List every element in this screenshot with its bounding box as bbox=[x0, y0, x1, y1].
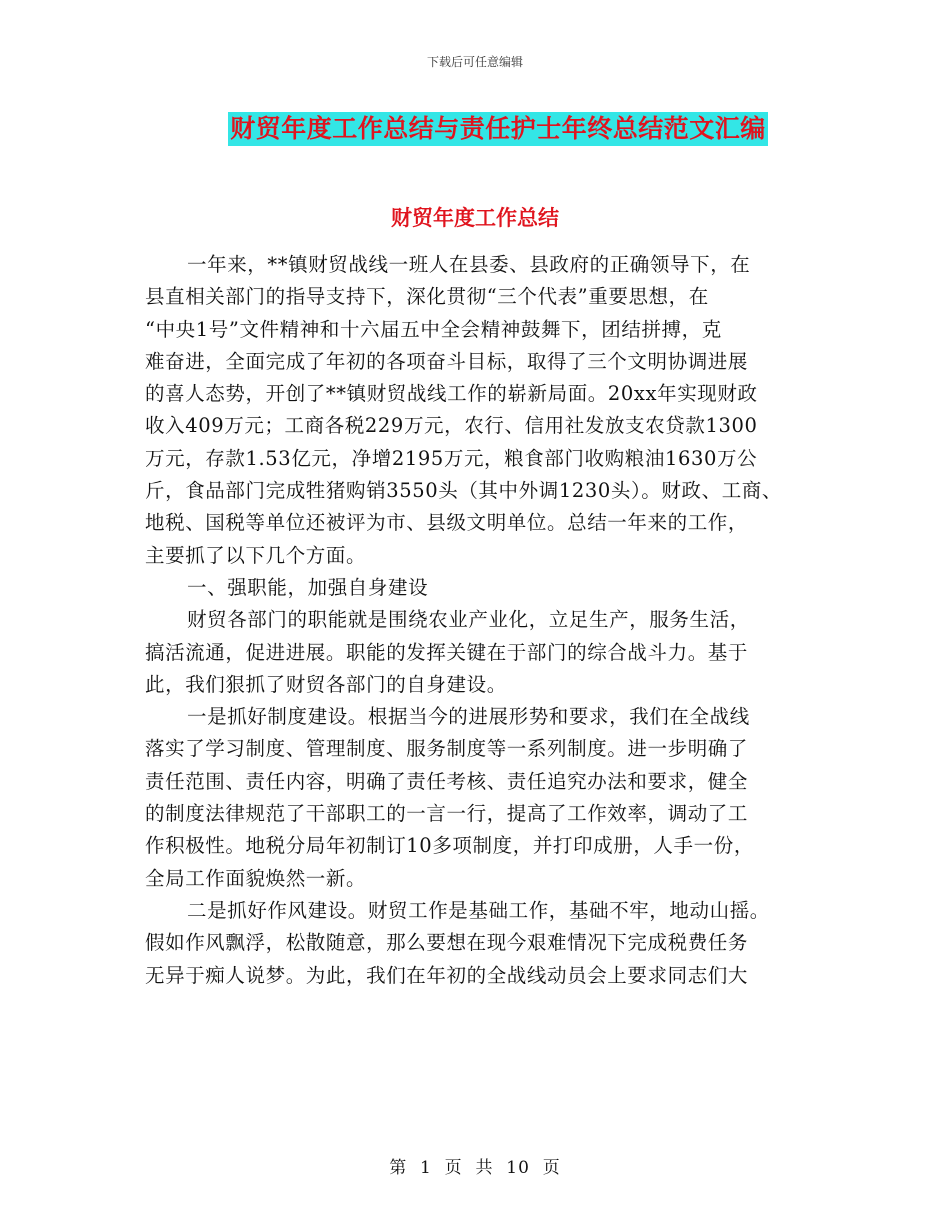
text-line: 无异于痴人说梦。为此，我们在年初的全战线动员会上要求同志们大 bbox=[145, 963, 749, 987]
text-line: 落实了学习制度、管理制度、服务制度等一系列制度。进一步明确了 bbox=[145, 737, 749, 761]
text-line: 难奋进，全面完成了年初的各项奋斗目标，取得了三个文明协调进展 bbox=[145, 349, 749, 373]
text-line: 万元，存款1.53亿元，净增2195万元，粮食部门收购粮油1630万公 bbox=[145, 446, 758, 470]
text-line: 全局工作面貌焕然一新。 bbox=[145, 866, 367, 890]
text-line: 搞活流通，促进进展。职能的发挥关键在于部门的综合战斗力。基于 bbox=[145, 640, 749, 664]
text-line: 作积极性。地税分局年初制订10多项制度，并打印成册，人手一份， bbox=[145, 834, 754, 858]
text-line: 一、强职能，加强自身建设 bbox=[187, 575, 429, 599]
text-line: 主要抓了以下几个方面。 bbox=[145, 543, 367, 567]
header-note: 下载后可任意编辑 bbox=[426, 55, 523, 69]
text-line: 县直相关部门的指导支持下，深化贯彻“三个代表”重要思想，在 bbox=[145, 285, 709, 309]
text-line: 财贸各部门的职能就是围绕农业产业化，立足生产，服务生活， bbox=[187, 608, 750, 632]
text-line: 地税、国税等单位还被评为市、县级文明单位。总结一年来的工作， bbox=[145, 511, 749, 535]
text-line: 假如作风飘浮，松散随意，那么要想在现今艰难情况下完成税费任务 bbox=[145, 931, 749, 955]
document-title-container bbox=[0, 112, 950, 146]
page-number-footer: 第 1 页 共 10 页 bbox=[389, 1158, 561, 1178]
text-line: 收入409万元；工商各税229万元，农行、信用社发放支农贷款1300 bbox=[145, 414, 758, 438]
text-line: 的制度法律规范了干部职工的一言一行，提高了工作效率，调动了工 bbox=[145, 802, 749, 826]
section-title: 财贸年度工作总结 bbox=[391, 206, 559, 230]
text-line: “中央1号”文件精神和十六届五中全会精神鼓舞下，团结拼搏，克 bbox=[145, 317, 722, 341]
text-line: 责任范围、责任内容，明确了责任考核、责任追究办法和要求，健全 bbox=[145, 769, 749, 793]
text-line: 一年来，**镇财贸战线一班人在县委、县政府的正确领导下，在 bbox=[187, 253, 751, 276]
text-line: 此，我们狠抓了财贸各部门的自身建设。 bbox=[145, 672, 507, 696]
document-title: 财贸年度工作总结与责任护士年终总结范文汇编 bbox=[228, 112, 768, 146]
text-line: 二是抓好作风建设。财贸工作是基础工作，基础不牢，地动山摇。 bbox=[187, 898, 770, 922]
text-line: 一是抓好制度建设。根据当今的进展形势和要求，我们在全战线 bbox=[187, 705, 750, 729]
body-text bbox=[145, 249, 835, 992]
text-line: 斤，食品部门完成牲猪购销3550头（其中外调1230头）。财政、工商、 bbox=[145, 479, 783, 503]
text-line: 的喜人态势，开创了**镇财贸战线工作的崭新局面。20xx年实现财政 bbox=[145, 382, 758, 406]
